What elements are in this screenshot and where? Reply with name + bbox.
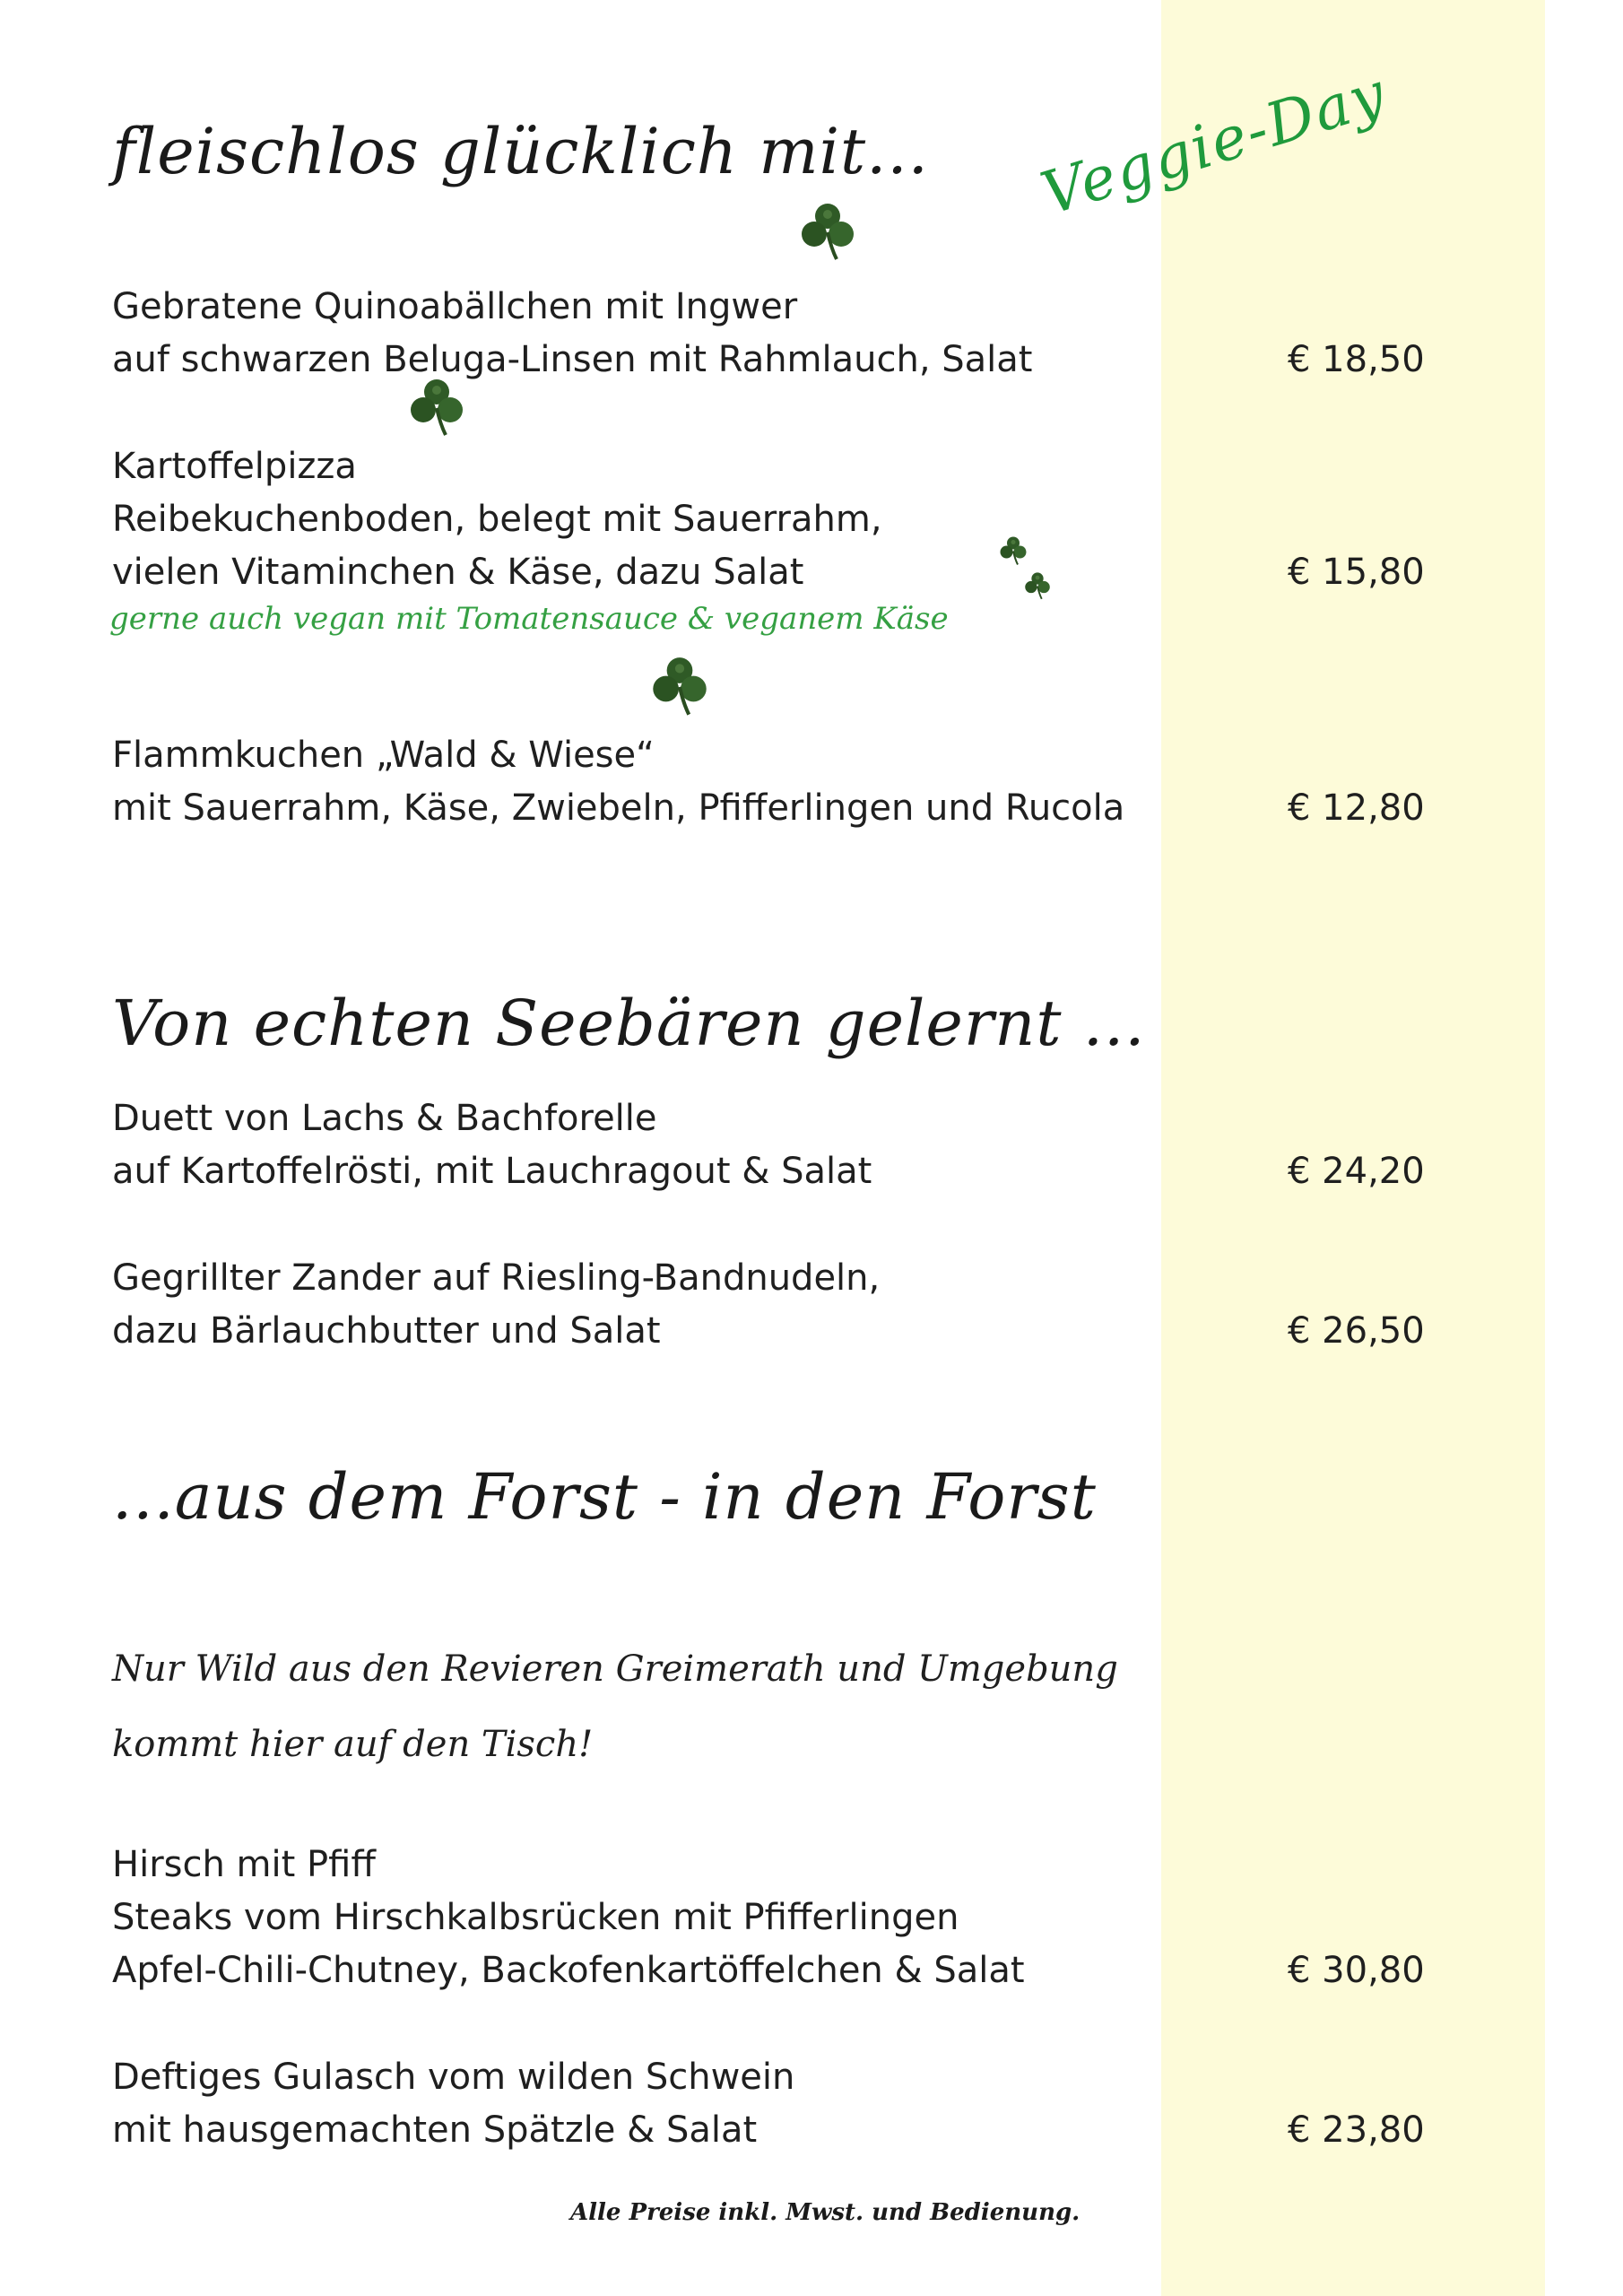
- dish-name: Duett von Lachs & Bachforelle: [112, 1098, 657, 1139]
- dish-name: Gegrillter Zander auf Riesling-Bandnudeln,: [112, 1257, 881, 1299]
- section-intro: kommt hier auf den Tisch!: [112, 1724, 594, 1765]
- dish-name: Kartoffelpizza: [112, 446, 357, 487]
- dish-name: Flammkuchen „Wald & Wiese“: [112, 735, 655, 776]
- dish-name: Gebratene Quinoabällchen mit Ingwer: [112, 286, 798, 327]
- dish-name: Deftiges Gulasch vom wilden Schwein: [112, 2057, 795, 2098]
- dish-description: dazu Bärlauchbutter und Salat: [112, 1310, 661, 1352]
- veggie-day-badge: Veggie-Day: [1033, 58, 1394, 229]
- clover-icon: [997, 535, 1029, 570]
- dish-description: Apfel-Chili-Chutney, Backofenkartöffelchen & Salat: [112, 1950, 1025, 1991]
- dish-description: mit Sauerrahm, Käse, Zwiebeln, Pfifferlingen und Rucola: [112, 787, 1125, 829]
- dish-description: auf Kartoffelrösti, mit Lauchragout & Salat: [112, 1151, 872, 1192]
- section-intro: Nur Wild aus den Revieren Greimerath und Umgebung: [112, 1648, 1118, 1690]
- clover-icon: [796, 199, 859, 271]
- vegan-note: gerne auch vegan mit Tomatensauce & veganem Käse: [109, 601, 949, 637]
- dish-description: Reibekuchenboden, belegt mit Sauerrahm,: [112, 499, 882, 540]
- section-title-fish: Von echten Seebären gelernt ...: [112, 987, 1146, 1060]
- dish-price: € 18,50: [1288, 339, 1425, 380]
- dish-name: Hirsch mit Pfiff: [112, 1844, 376, 1885]
- dish-price: € 12,80: [1288, 787, 1425, 829]
- dish-price: € 23,80: [1288, 2109, 1425, 2151]
- dish-price: € 30,80: [1288, 1950, 1425, 1991]
- dish-description: auf schwarzen Beluga-Linsen mit Rahmlauch, Salat: [112, 339, 1033, 380]
- clover-icon: [1022, 570, 1053, 604]
- dish-price: € 26,50: [1288, 1310, 1425, 1352]
- dish-price: € 24,20: [1288, 1151, 1425, 1192]
- dish-price: € 15,80: [1288, 552, 1425, 593]
- section-title-game: ...aus dem Forst - in den Forst: [112, 1460, 1097, 1534]
- price-footnote: Alle Preise inkl. Mwst. und Bedienung.: [570, 2199, 1081, 2226]
- dish-description: mit hausgemachten Spätzle & Salat: [112, 2109, 758, 2151]
- dish-description: Steaks vom Hirschkalbsrücken mit Pfifferlingen: [112, 1897, 959, 1938]
- dish-description: vielen Vitaminchen & Käse, dazu Salat: [112, 552, 804, 593]
- clover-icon: [647, 653, 712, 726]
- section-title-vegetarian: fleischlos glücklich mit...: [112, 115, 929, 188]
